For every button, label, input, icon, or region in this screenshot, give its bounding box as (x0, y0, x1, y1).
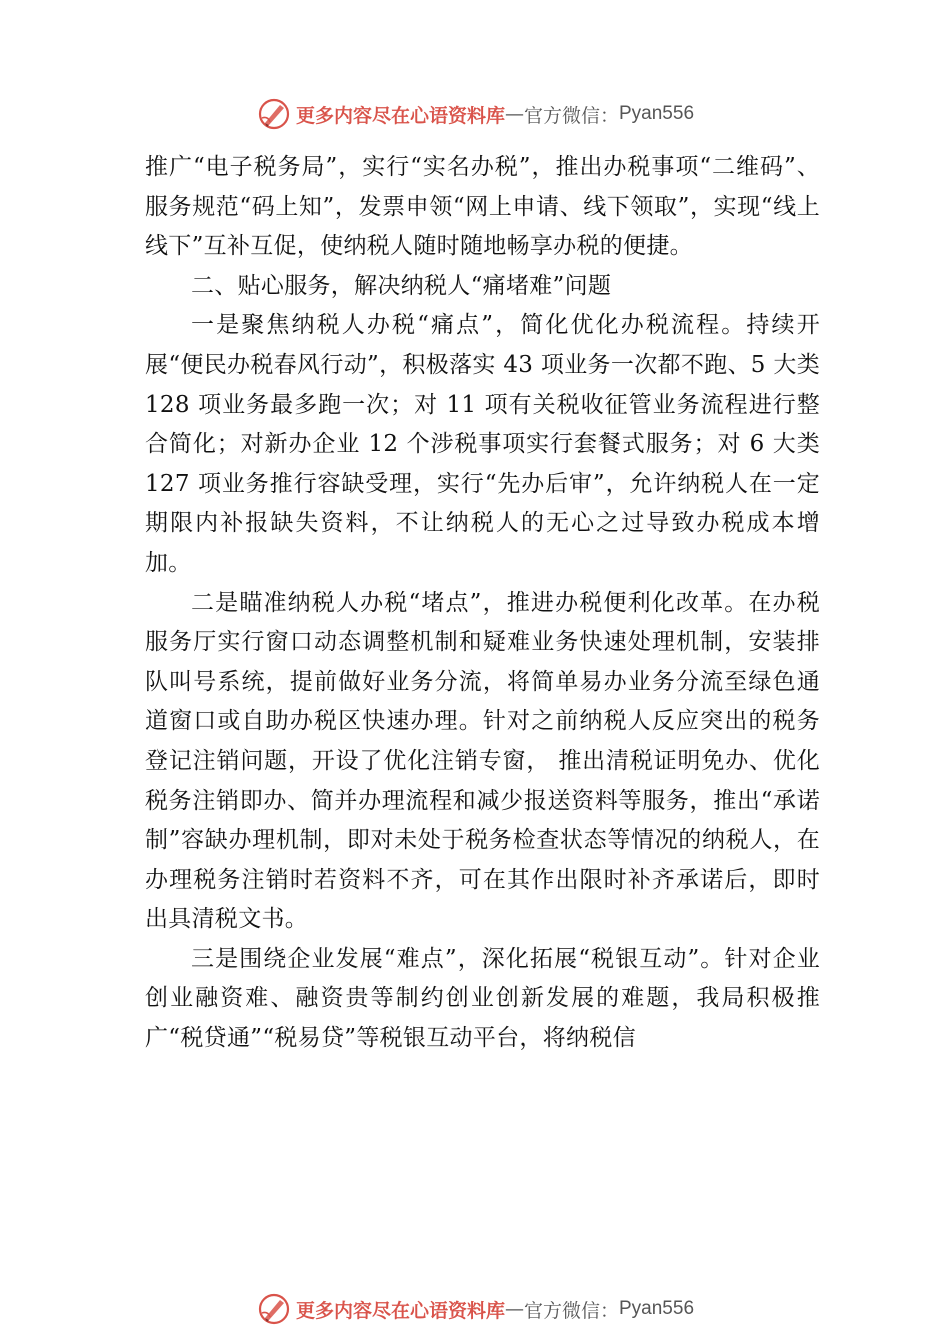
banner-wechat-label: 官方微信： (523, 1299, 619, 1322)
banner-wechat-label: 官方微信： (523, 104, 619, 127)
paragraph-4: 三是围绕企业发展“难点”，深化拓展“税银互动”。针对企业创业融资难、融资贵等制约创业创新发展的难题，我局积极推广“税贷通”“税易贷”等税银互动平台，将纳税信 (145, 945, 820, 1052)
section-heading-2: 二、贴心服务，解决纳税人“痛堵难”问题 (191, 272, 612, 299)
banner-slogan: 更多内容尽在心语资料库 (295, 104, 505, 127)
banner-dash: — (504, 1298, 524, 1320)
header-banner (0, 94, 950, 134)
banner-slogan: 更多内容尽在心语资料库 (295, 1299, 505, 1322)
banner-wechat-id: Pyan556 (619, 1298, 695, 1319)
pen-logo-icon (256, 96, 292, 132)
banner-wechat-id: Pyan556 (619, 103, 695, 124)
document-body (145, 148, 820, 1059)
paragraph-1: 推广“电子税务局”，实行“实名办税”，推出办税事项“二维码”、服务规范“码上知”，发票申领“网上申请、线下领取”，实现“线上线下”互补互促，使纳税人随时随地畅享办税的便捷。 (145, 154, 820, 260)
banner-dash: — (504, 103, 524, 125)
paragraph-3: 二是瞄准纳税人办税“堵点”，推进办税便利化改革。在办税服务厅实行窗口动态调整机制和疑难业务快速处理机制，安装排队叫号系统，提前做好业务分流，将简单易办业务分流至绿色通道窗口或自助办税区快速办理。针对之前纳税人反应突出的税务登记注销问题，开设了优化注销专窗， 推出清税证明免办、优化税务注销即办、简并办理流程和减少报送资料等服务，推出“承诺制”容缺办理机制，即对未处于税务检查状态等情况的纳税人，在办理税务注销时若资料不齐，可在其作出限时补齐承诺后，即时出具清税文书。 (145, 589, 820, 933)
paragraph-2: 一是聚焦纳税人办税“痛点”，简化优化办税流程。持续开展“便民办税春风行动”，积极落实 43 项业务一次都不跑、5 大类 128 项业务最多跑一次；对 11 项有关税收征管业务流程进行整合简化；对新办企业 12 个涉税事项实行套餐式服务；对 6 大类 127 项业务推行容缺受理，实行“先办后审”，允许纳税人在一定期限内补报缺失资料，不让纳税人的无心之过导致办税成本增加。 (145, 312, 820, 576)
pen-logo-icon (256, 1291, 292, 1327)
footer-banner (0, 1289, 950, 1329)
